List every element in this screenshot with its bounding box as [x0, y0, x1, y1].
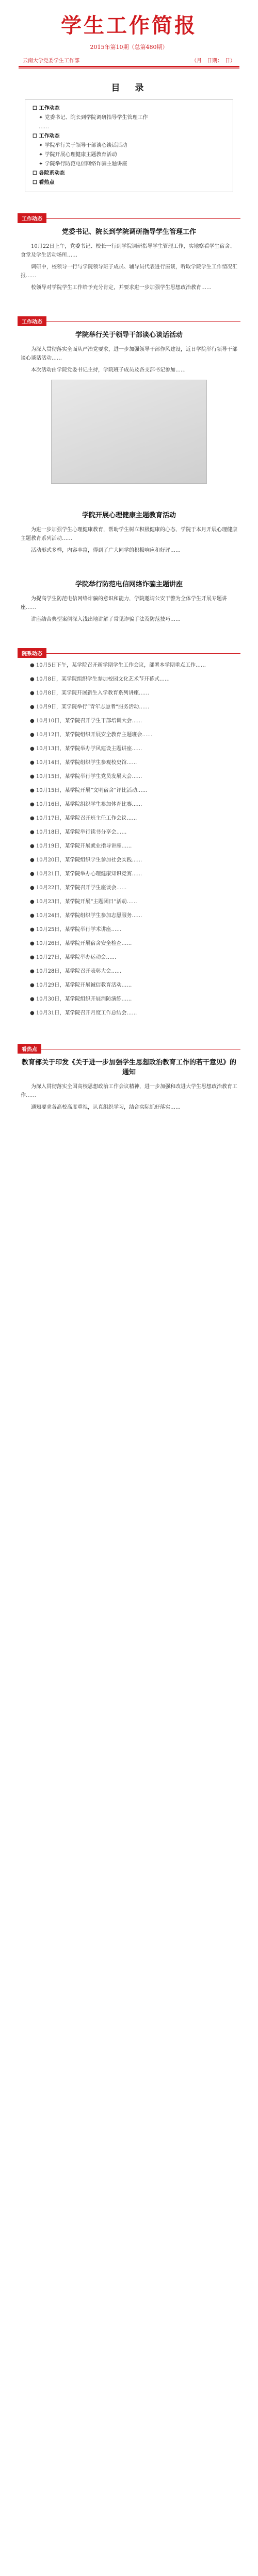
- event-item: [21, 995, 237, 1004]
- article-paragraph: 通知要求各高校高度重视，认真组织学习，结合实际抓好落实……: [31, 1105, 181, 1110]
- event-item: [21, 758, 237, 767]
- section-work-news: [0, 213, 258, 292]
- article-title: 党委书记、院长到学院调研指导学生管理工作: [61, 228, 196, 236]
- article-paragraph: 10月22日上午，党委书记、校长一行到学院调研指导学生管理工作，实地察看学生宿舍、食堂及学生活动场所……: [21, 244, 235, 258]
- toc-item[interactable]: ……: [39, 124, 49, 130]
- event-item: [21, 967, 237, 976]
- event-item: [21, 731, 237, 739]
- event-item: [21, 870, 237, 878]
- event-item: [21, 953, 237, 962]
- section-rule: [18, 218, 240, 219]
- event-item: [21, 884, 237, 892]
- article-paragraph: 本次活动由学院党委书记主持，学院班子成员及各支部书记参加……: [31, 367, 186, 373]
- bullet-icon: [21, 731, 30, 739]
- section-tag: 工作动态: [18, 213, 46, 223]
- event-text: ● 10月9日，某学院举行“青年志愿者”服务活动……: [30, 704, 150, 710]
- bullet-icon: [21, 717, 30, 725]
- bullet-icon: [21, 870, 30, 878]
- bullet-icon: [21, 981, 30, 990]
- toc-title: 目 录: [111, 83, 147, 93]
- event-item: [21, 703, 237, 711]
- event-text: ● 10月27日，某学院举办运动会……: [30, 955, 117, 960]
- article-title: 教育部关于印发《关于进一步加强学生思想政治教育工作的若干意见》的通知: [21, 1059, 236, 1076]
- event-text: ● 10月18日，某学院举行读书分享会……: [30, 829, 127, 835]
- article-paragraph: 为提高学生防范电信网络诈骗的意识和能力，学院邀请公安干警为全体学生开展专题讲座……: [21, 596, 227, 611]
- event-item: [21, 939, 237, 948]
- toc-section: ☐ 工作动态: [33, 106, 60, 111]
- event-text: ● 10月28日，某学院召开表彰大会……: [30, 969, 122, 974]
- event-text: ● 10月8日，某学院开展新生入学教育系列讲座……: [30, 690, 149, 696]
- article-paragraph: 校领导对学院学生工作给予充分肯定，并要求进一步加强学生思想政治教育……: [31, 285, 212, 291]
- article-title: 学院举行防范电信网络诈骗主题讲座: [75, 581, 183, 588]
- event-text: ● 10月24日，某学院组织学生参加志愿服务……: [30, 913, 142, 919]
- publish-date: （月 日期： 日）: [191, 58, 235, 64]
- bullet-icon: [21, 675, 30, 684]
- bullet-icon: [21, 995, 30, 1004]
- bullet-icon: [21, 758, 30, 767]
- event-text: ● 10月14日，某学院组织学生参观校史馆……: [30, 760, 137, 766]
- bullet-icon: [21, 786, 30, 795]
- toc-section[interactable]: ☐ 各院系动态: [33, 171, 65, 176]
- event-text: ● 10月15日，某学院开展“文明宿舍”评比活动……: [30, 788, 148, 793]
- toc-section: ☐ 工作动态: [33, 133, 60, 139]
- article-paragraph: 为深入贯彻落实全国高校思想政治工作会议精神，进一步加强和改进大学生思想政治教育工作……: [21, 1084, 237, 1098]
- section-work-updates: [0, 316, 258, 624]
- event-text: ● 10月17日，某学院召开班主任工作会议……: [30, 816, 137, 821]
- table-of-contents: [25, 99, 233, 192]
- article-paragraph: 调研中，校领导一行与学院领导班子成员、辅导员代表进行座谈，听取学院学生工作情况汇报……: [21, 264, 237, 279]
- issue-number: 2015年第10期（总第480期）: [90, 44, 168, 50]
- bullet-icon: [21, 856, 30, 865]
- event-text: ● 10月16日，某学院组织学生参加体育比赛……: [30, 802, 142, 807]
- article-title: 学院开展心理健康主题教育活动: [82, 512, 176, 519]
- bullet-icon: [21, 828, 30, 837]
- bullet-icon: [21, 689, 30, 698]
- event-text: ● 10月31日，某学院召开月度工作总结会……: [30, 1010, 137, 1016]
- toc-item[interactable]: ✦ 学院举行防范电信网络诈骗主题讲座: [39, 161, 127, 167]
- bullet-icon: [21, 814, 30, 823]
- event-item: [21, 925, 237, 934]
- bullet-icon: [21, 953, 30, 962]
- bullet-icon: [21, 703, 30, 711]
- toc-section[interactable]: ☐ 看热点: [33, 180, 55, 185]
- event-text: ● 10月21日，某学院举办心理健康知识竞赛……: [30, 871, 142, 877]
- event-text: ● 10月12日，某学院组织开展安全教育主题班会……: [30, 732, 153, 738]
- article-paragraph: 为进一步加强学生心理健康教育，帮助学生树立积极健康的心态，学院于本月开展心理健康主题教育系列活动……: [21, 527, 237, 541]
- bullet-icon: [21, 1009, 30, 1018]
- event-item: [21, 911, 237, 920]
- section-tag: 看热点: [18, 1044, 41, 1054]
- toc-item[interactable]: ✦ 学院举行关于领导干部谈心谈话活动: [39, 143, 127, 148]
- event-item: [21, 800, 237, 809]
- article-title: 学院举行关于领导干部谈心谈话活动: [75, 331, 183, 339]
- bullet-icon: [21, 661, 30, 670]
- bullet-icon: [21, 800, 30, 809]
- newsletter-title: 学生工作简报: [61, 13, 197, 38]
- event-item: [21, 717, 237, 725]
- toc-item[interactable]: ✦ 党委书记、院长到学院调研指导学生管理工作: [39, 115, 148, 121]
- event-text: ● 10月5日下午，某学院召开新学期学生工作会议，部署本学期重点工作……: [30, 663, 206, 668]
- section-hot-topics: [0, 1043, 258, 1112]
- event-text: ● 10月8日，某学院组织学生参加校园文化艺术节开幕式……: [30, 676, 170, 682]
- event-text: ● 10月30日，某学院组织开展消防演练……: [30, 996, 132, 1002]
- bullet-icon: [21, 897, 30, 906]
- event-item: [21, 897, 237, 906]
- section-rule: [18, 321, 240, 322]
- event-text: ● 10月19日，某学院开展就业指导讲座……: [30, 843, 132, 849]
- event-item: [21, 661, 237, 670]
- bullet-icon: [21, 744, 30, 753]
- bullet-icon: [21, 967, 30, 976]
- event-text: ● 10月23日，某学院开展“主题团日”活动……: [30, 899, 137, 905]
- event-item: [21, 689, 237, 698]
- event-item: [21, 772, 237, 781]
- bullet-icon: [21, 842, 30, 851]
- event-list: [0, 661, 258, 1018]
- bullet-icon: [21, 925, 30, 934]
- event-item: [21, 1009, 237, 1018]
- section-tag: 院系动态: [18, 648, 46, 658]
- event-text: ● 10月25日，某学院举行学术讲座……: [30, 927, 122, 933]
- bullet-icon: [21, 772, 30, 781]
- section-department-news: [0, 648, 258, 1018]
- publication-line: [0, 51, 258, 66]
- masthead-rule: [19, 66, 239, 67]
- event-text: ● 10月15日，某学院举行学生党员发展大会……: [30, 774, 142, 779]
- event-text: ● 10月26日，某学院开展宿舍安全检查……: [30, 941, 132, 946]
- article-paragraph: 讲座结合典型案例深入浅出地讲解了常见诈骗手法及防范技巧……: [31, 617, 181, 622]
- event-text: ● 10月29日，某学院开展诚信教育活动……: [30, 982, 132, 988]
- bullet-icon: [21, 939, 30, 948]
- event-item: [21, 744, 237, 753]
- event-text: ● 10月10日，某学院召开学生干部培训大会……: [30, 718, 142, 724]
- article-photo: [51, 380, 207, 484]
- bullet-icon: [21, 911, 30, 920]
- event-item: [21, 842, 237, 851]
- event-item: [21, 814, 237, 823]
- event-text: ● 10月20日，某学院组织学生参加社会实践……: [30, 857, 142, 863]
- article-paragraph: 活动形式多样，内容丰富，得到了广大同学的积极响应和好评……: [31, 548, 181, 553]
- bullet-icon: [21, 884, 30, 892]
- publisher: 云南大学党委学生工作部: [23, 58, 79, 64]
- event-text: ● 10月22日，某学院召开学生座谈会……: [30, 885, 127, 891]
- article-paragraph: 为深入贯彻落实全面从严治党要求，进一步加强领导干部作风建设，近日学院举行领导干部谈心谈话活动……: [21, 347, 237, 361]
- toc-item[interactable]: ✦ 学院开展心理健康主题教育活动: [39, 152, 117, 158]
- event-item: [21, 675, 237, 684]
- event-item: [21, 856, 237, 865]
- event-item: [21, 828, 237, 837]
- event-text: ● 10月13日，某学院举办学风建设主题讲座……: [30, 746, 142, 752]
- section-tag: 工作动态: [18, 316, 46, 326]
- event-item: [21, 786, 237, 795]
- masthead: [0, 0, 258, 51]
- event-item: [21, 981, 237, 990]
